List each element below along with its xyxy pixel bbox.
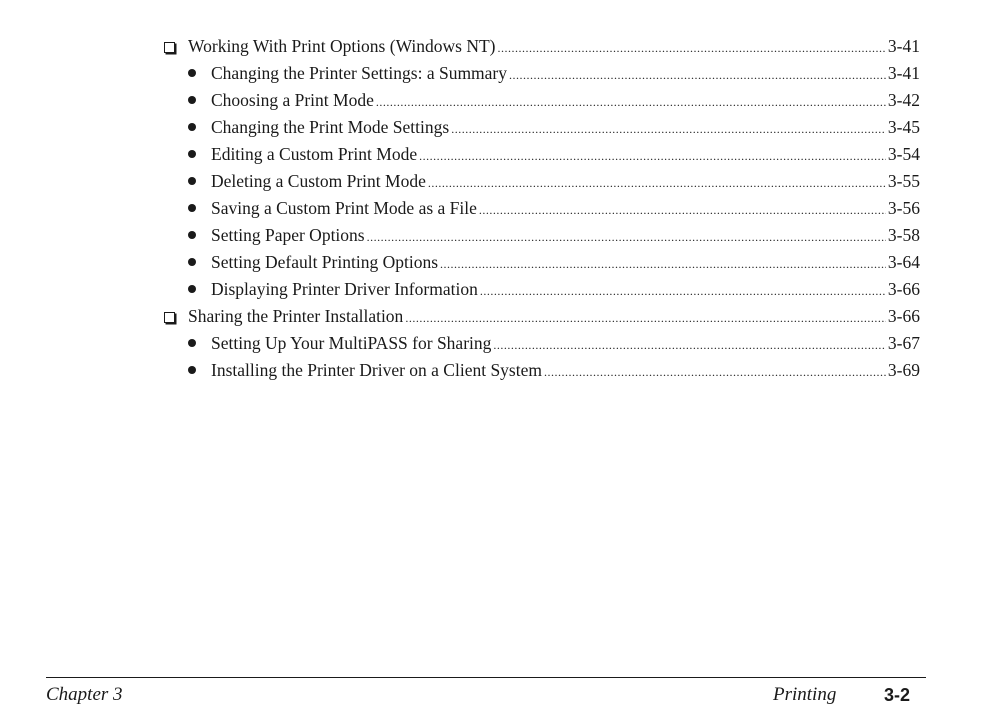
toc-entry[interactable] [164, 276, 920, 303]
footer-divider [46, 677, 926, 678]
toc-entry[interactable] [164, 141, 920, 168]
round-bullet-icon [188, 96, 196, 104]
toc-entry-page: 3-41 [887, 36, 920, 56]
round-bullet-icon [188, 123, 196, 131]
toc-entry-title: Changing the Print Mode Settings [211, 117, 450, 137]
toc-entry-page: 3-66 [887, 306, 920, 326]
toc-entry[interactable] [164, 222, 920, 249]
dot-leader [544, 359, 886, 386]
round-bullet-icon [188, 150, 196, 158]
round-bullet-icon [188, 258, 196, 266]
toc-entry-title: Deleting a Custom Print Mode [211, 171, 426, 191]
toc-entry[interactable] [164, 87, 920, 114]
checkbox-bullet-icon [164, 312, 175, 323]
dot-leader [428, 170, 886, 197]
toc-entry[interactable] [164, 249, 920, 276]
round-bullet-icon [188, 231, 196, 239]
dot-leader [405, 305, 886, 332]
toc-entry[interactable] [164, 60, 920, 87]
toc-entry-page: 3-45 [887, 117, 920, 137]
dot-leader [440, 251, 886, 278]
footer-page-number: 3-2 [884, 685, 911, 705]
toc-entry-title: Choosing a Print Mode [211, 90, 374, 110]
toc-entry-title: Installing the Printer Driver on a Client System [211, 360, 542, 380]
dot-leader [480, 278, 886, 305]
toc-entry-page: 3-69 [887, 360, 920, 380]
toc-entry-page: 3-42 [887, 90, 920, 110]
footer-chapter: Chapter 3 [46, 684, 123, 705]
round-bullet-icon [188, 339, 196, 347]
toc-entry[interactable] [164, 330, 920, 357]
toc-entry[interactable] [164, 114, 920, 141]
round-bullet-icon [188, 177, 196, 185]
round-bullet-icon [188, 69, 196, 77]
table-of-contents [164, 33, 920, 384]
toc-entry[interactable] [164, 303, 920, 330]
toc-entry-title: Setting Default Printing Options [211, 252, 439, 272]
dot-leader [367, 224, 886, 251]
toc-entry[interactable] [164, 357, 920, 384]
toc-entry-title: Setting Up Your MultiPASS for Sharing [211, 333, 492, 353]
toc-entry-title: Saving a Custom Print Mode as a File [211, 198, 477, 218]
toc-entry[interactable] [164, 33, 920, 60]
dot-leader [479, 197, 886, 224]
dot-leader [376, 89, 886, 116]
toc-entry-title: Working With Print Options (Windows NT) [188, 36, 496, 56]
toc-entry[interactable] [164, 195, 920, 222]
toc-entry-page: 3-66 [887, 279, 920, 299]
toc-entry-title: Displaying Printer Driver Information [211, 279, 478, 299]
toc-entry-page: 3-64 [887, 252, 920, 272]
toc-entry[interactable] [164, 168, 920, 195]
toc-entry-page: 3-55 [887, 171, 920, 191]
dot-leader [451, 116, 886, 143]
toc-entry-title: Setting Paper Options [211, 225, 365, 245]
toc-entry-page: 3-41 [887, 63, 920, 83]
round-bullet-icon [188, 366, 196, 374]
toc-entry-page: 3-58 [887, 225, 920, 245]
checkbox-bullet-icon [164, 42, 175, 53]
dot-leader [509, 62, 886, 89]
footer-section-title: Printing [773, 684, 837, 705]
toc-entry-title: Sharing the Printer Installation [188, 306, 404, 326]
round-bullet-icon [188, 204, 196, 212]
dot-leader [497, 35, 885, 62]
round-bullet-icon [188, 285, 196, 293]
dot-leader [493, 332, 886, 359]
toc-entry-page: 3-67 [887, 333, 920, 353]
toc-entry-title: Editing a Custom Print Mode [211, 144, 418, 164]
toc-entry-page: 3-56 [887, 198, 920, 218]
toc-entry-page: 3-54 [887, 144, 920, 164]
dot-leader [419, 143, 886, 170]
toc-entry-title: Changing the Printer Settings: a Summary [211, 63, 508, 83]
